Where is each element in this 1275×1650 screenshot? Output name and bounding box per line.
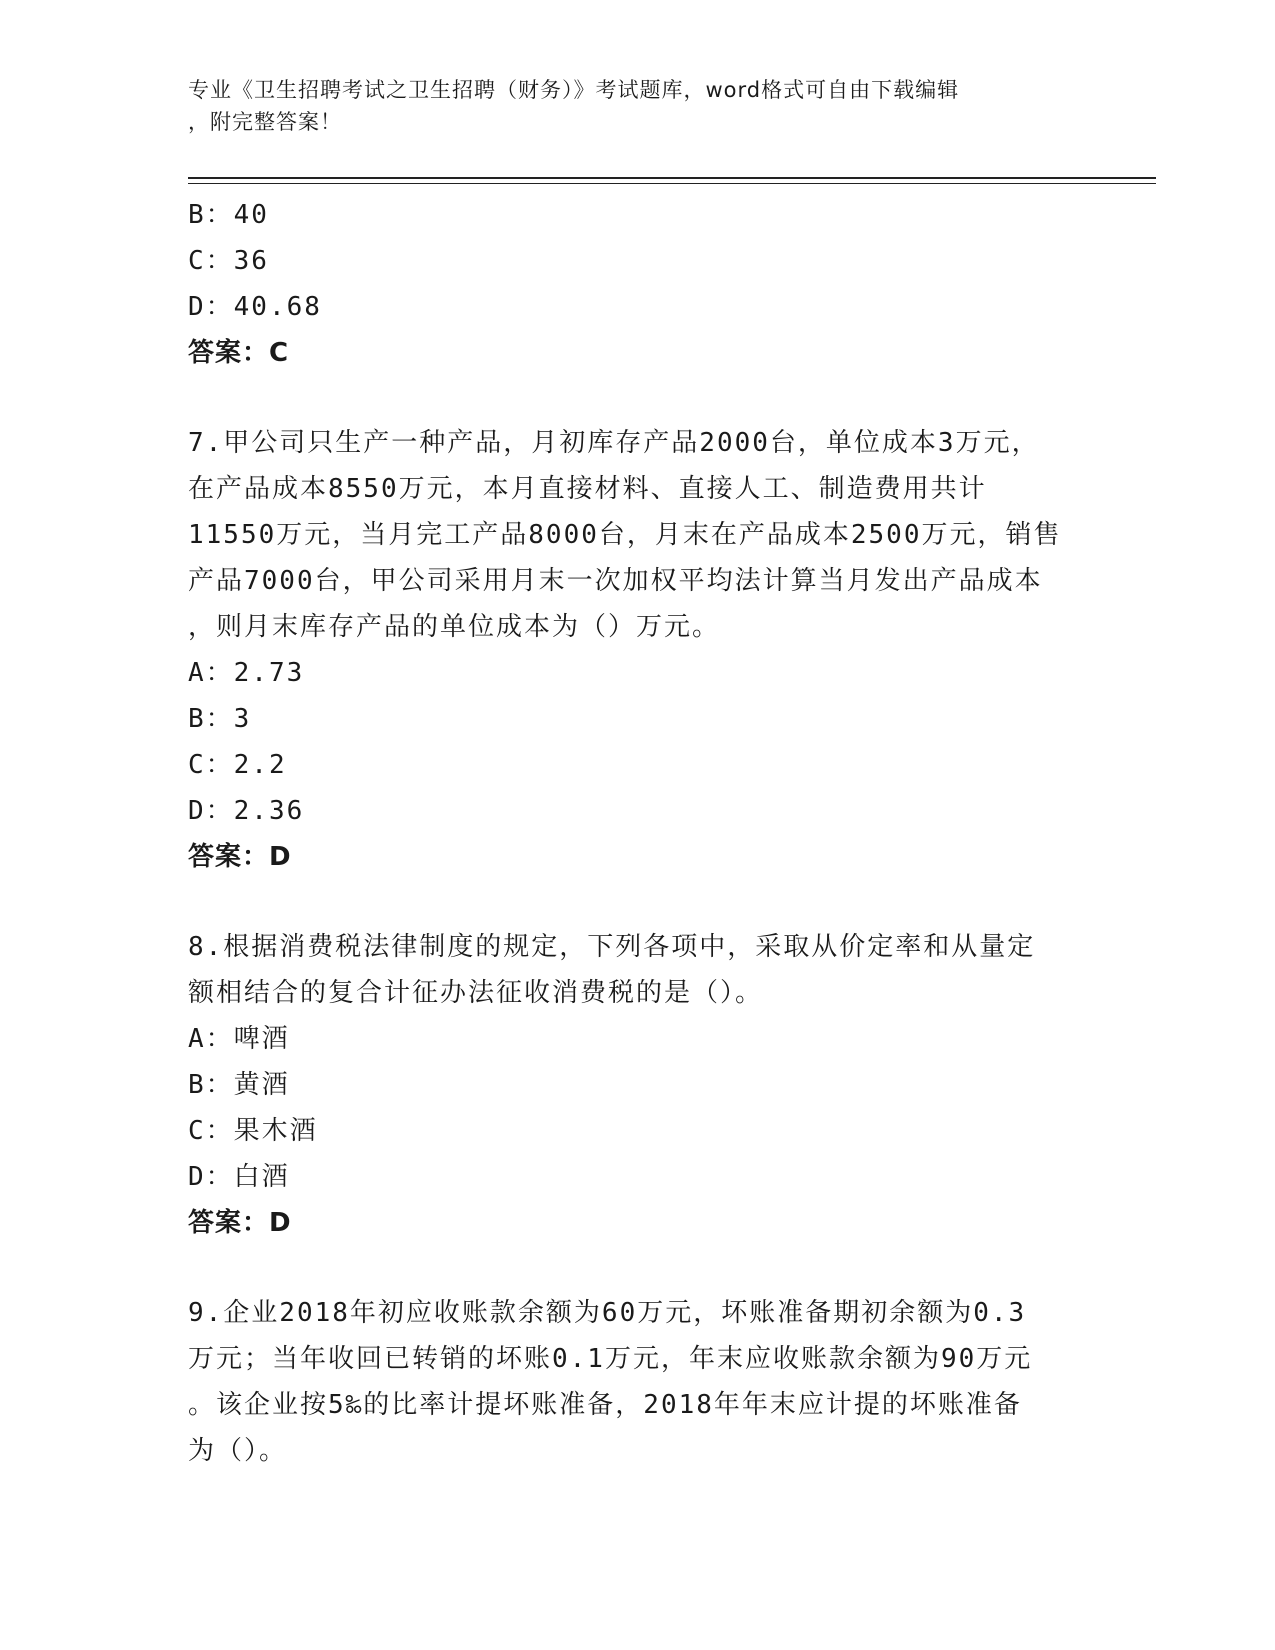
document-header: [188, 74, 1088, 138]
question-text-line: 万元；当年收回已转销的坏账0.1万元，年末应收账款余额为90万元: [188, 1344, 1033, 1374]
question-text-line: 9.企业2018年初应收账款余额为60万元，坏账准备期初余额为0.3: [188, 1298, 1027, 1328]
option-c: C：果木酒: [188, 1116, 318, 1146]
answer-line: 答案：D: [188, 842, 292, 872]
option-a: A：啤酒: [188, 1024, 290, 1054]
option-d: D：40.68: [188, 292, 322, 322]
option-a: A：2.73: [188, 658, 305, 688]
spacer: [188, 376, 1088, 420]
question-text-line: 11550万元，当月完工产品8000台，月末在产品成本2500万元，销售: [188, 520, 1062, 550]
question-7-block: [188, 420, 1088, 880]
spacer: [188, 1246, 1088, 1290]
question-text-line: 额相结合的复合计征办法征收消费税的是（）。: [188, 978, 764, 1008]
question-text-line: 在产品成本8550万元，本月直接材料、直接人工、制造费用共计: [188, 474, 987, 504]
spacer: [188, 880, 1088, 924]
question-list: [188, 192, 1088, 1474]
option-b: B：3: [188, 704, 252, 734]
question-8-block: [188, 924, 1088, 1246]
header-line-2: ，附完整答案！: [188, 110, 342, 134]
question-text-line: 8.根据消费税法律制度的规定，下列各项中，采取从价定率和从量定: [188, 932, 1036, 962]
option-c: C：36: [188, 246, 269, 276]
option-c: C：2.2: [188, 750, 287, 780]
question-text-line: 7.甲公司只生产一种产品，月初库存产品2000台，单位成本3万元，: [188, 428, 1040, 458]
option-b: B：40: [188, 200, 269, 230]
question-text-line: 为（）。: [188, 1436, 288, 1466]
option-d: D：白酒: [188, 1162, 290, 1192]
question-9-block: [188, 1290, 1088, 1474]
question-text-line: 。该企业按5‰的比率计提坏账准备，2018年年末应计提的坏账准备: [188, 1390, 1022, 1420]
header-line-1: 专业《卫生招聘考试之卫生招聘（财务）》考试题库，word格式可自由下载编辑: [188, 78, 960, 102]
question-text-line: 产品7000台，甲公司采用月末一次加权平均法计算当月发出产品成本: [188, 566, 1043, 596]
answer-line: 答案：D: [188, 1208, 292, 1238]
header-rule-top: [188, 177, 1156, 179]
question-text-line: ，则月末库存产品的单位成本为（）万元。: [188, 612, 721, 642]
option-b: B：黄酒: [188, 1070, 290, 1100]
question-6-block: [188, 192, 1088, 376]
option-d: D：2.36: [188, 796, 305, 826]
answer-line: 答案：C: [188, 338, 290, 368]
header-rule-bottom: [188, 183, 1156, 184]
